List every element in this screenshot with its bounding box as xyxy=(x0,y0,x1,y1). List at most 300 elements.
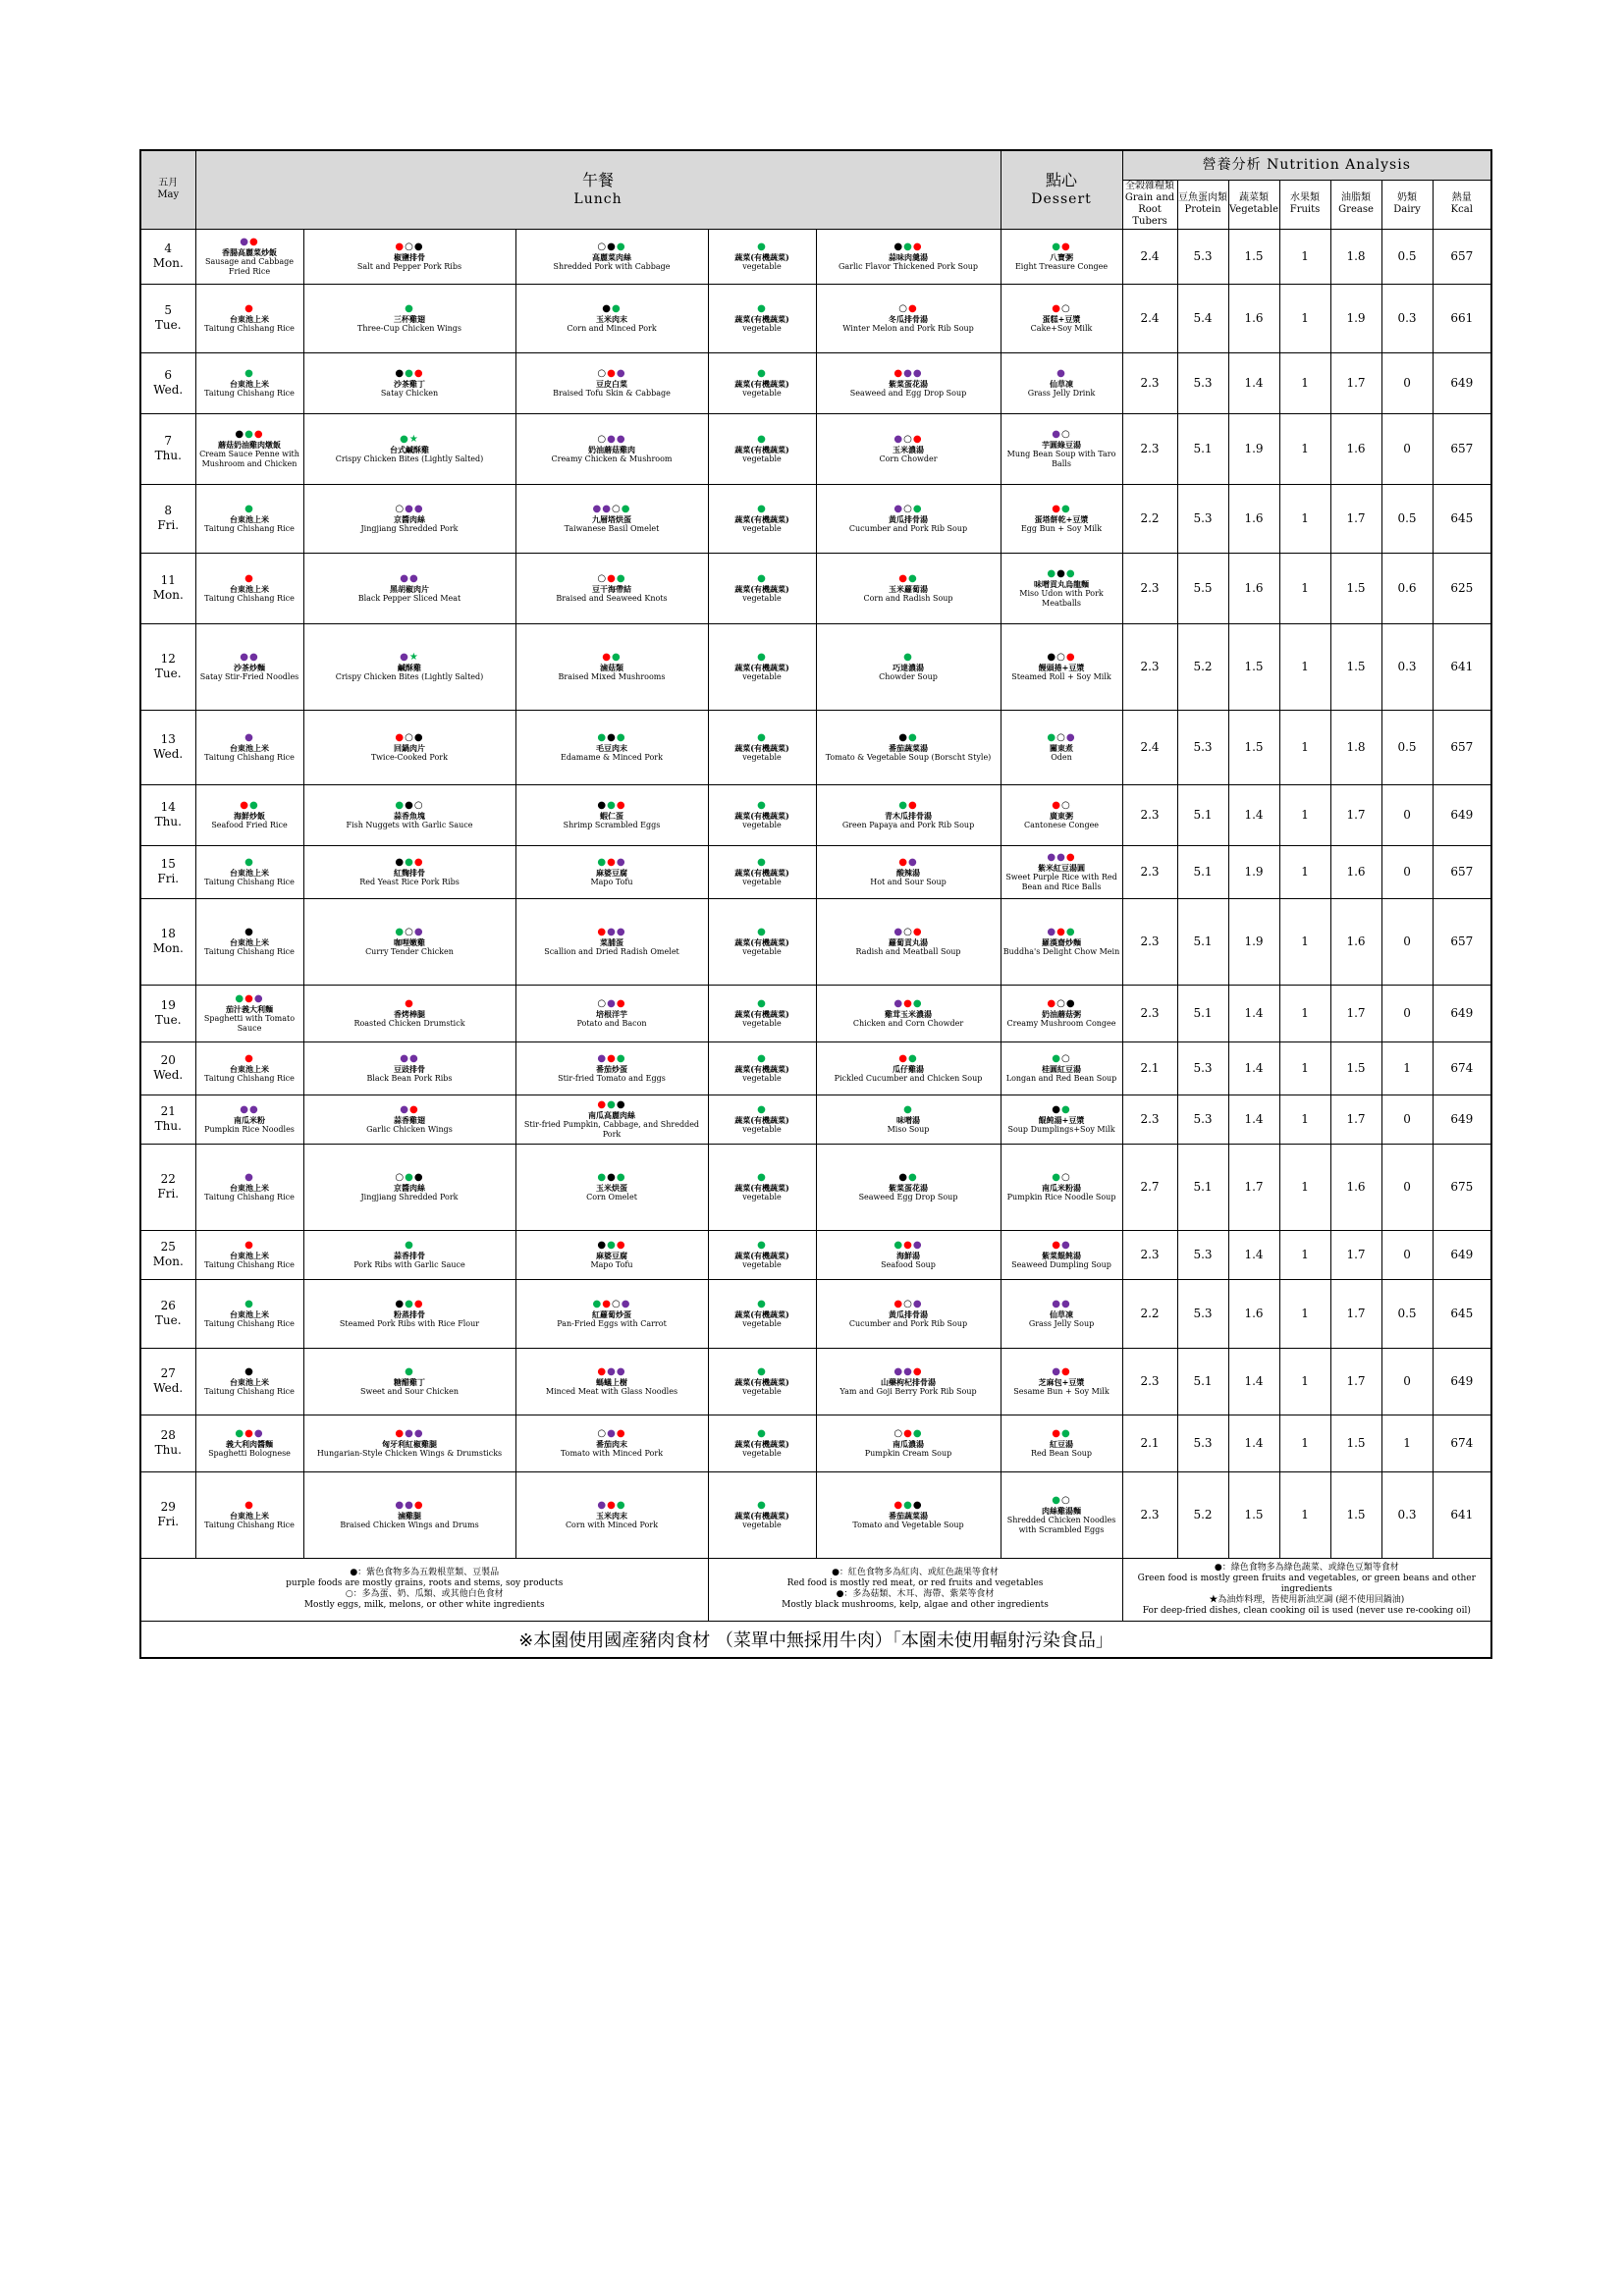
dish-name-zh: 九層塔烘蛋 xyxy=(592,513,631,524)
nutrition-value: 657 xyxy=(1433,898,1491,985)
dish-name-en: Taitung Chishang Rice xyxy=(204,752,295,762)
dish-name-zh: 仙草凍 xyxy=(1050,1308,1074,1319)
dish-name-zh: 巧達濃湯 xyxy=(893,662,925,672)
food-color-dots: ● xyxy=(757,651,767,663)
dish-name-en: Fish Nuggets with Garlic Sauce xyxy=(346,820,473,829)
nutrition-value: 1.4 xyxy=(1228,1230,1279,1279)
food-color-dots: ●○● xyxy=(1047,997,1076,1009)
dish-name-en: Red Bean Soup xyxy=(1030,1448,1093,1458)
dish-name-zh: 味噌湯 xyxy=(896,1114,921,1125)
day-of-week: Fri. xyxy=(157,518,180,532)
dish-name-zh: 饅頭捲+豆漿 xyxy=(1038,662,1085,672)
vegetable-cell xyxy=(708,229,816,284)
nutrition-value: 1 xyxy=(1279,623,1330,710)
dish-name-en: Miso Soup xyxy=(887,1124,930,1134)
food-color-dots: ●● xyxy=(1052,1427,1071,1439)
dish-name-en: Corn Omelet xyxy=(586,1192,637,1201)
food-color-dots: ●●● xyxy=(597,856,626,868)
food-color-dots: ● xyxy=(405,302,414,314)
dish-name-en: Spaghetti with Tomato Sauce xyxy=(203,1013,296,1033)
staple-cell xyxy=(195,898,303,985)
day-number: 8 xyxy=(164,504,173,517)
date-cell xyxy=(140,229,195,284)
date-cell xyxy=(140,1415,195,1471)
side-dish-cell xyxy=(515,784,708,845)
food-color-dots: ● xyxy=(244,1239,254,1251)
dessert-cell xyxy=(1001,623,1122,710)
dish-name-zh: 黑胡椒肉片 xyxy=(390,583,429,594)
nutrition-value: 1 xyxy=(1279,352,1330,413)
nutrition-value: 2.3 xyxy=(1122,413,1177,484)
dish-name-zh: 蔬菜(有機蔬菜) xyxy=(734,1182,789,1193)
day-of-week: Thu. xyxy=(154,1119,182,1133)
legend-purple-en: purple foods are mostly grains, roots and stems, soy products xyxy=(286,1578,564,1588)
nutrition-value: 1.7 xyxy=(1330,784,1381,845)
menu-row xyxy=(140,352,1491,413)
dish-name-zh: 義大利肉醬麵 xyxy=(226,1438,273,1449)
vegetable-cell xyxy=(708,845,816,898)
vegetable-cell xyxy=(708,484,816,553)
dessert-cell xyxy=(1001,784,1122,845)
nutrition-value: 5.1 xyxy=(1177,985,1228,1041)
dish-name-en: Hungarian-Style Chicken Wings & Drumsticks xyxy=(316,1448,503,1458)
nutrition-value: 1.6 xyxy=(1330,898,1381,985)
menu-row xyxy=(140,1471,1491,1558)
food-color-dots: ● xyxy=(405,1365,414,1377)
food-color-dots: ● xyxy=(244,1499,254,1511)
food-color-dots: ●● xyxy=(240,651,259,663)
nutrition-value: 2.3 xyxy=(1122,1348,1177,1415)
day-of-week: Mon. xyxy=(152,1255,184,1268)
soup-cell xyxy=(816,553,1001,623)
dish-name-zh: 南瓜米粉 xyxy=(234,1114,265,1125)
food-color-dots: ●● xyxy=(1052,1103,1071,1115)
nutrition-col-zh: 蔬菜類 xyxy=(1239,192,1270,203)
main-dish-cell xyxy=(303,710,515,784)
menu-row xyxy=(140,1144,1491,1230)
nutrition-value: 1 xyxy=(1279,1230,1330,1279)
food-color-dots: ●●● xyxy=(597,1365,626,1377)
food-color-dots: ● xyxy=(244,1365,254,1377)
vegetable-cell xyxy=(708,1230,816,1279)
nutrition-col-zh: 豆魚蛋肉類 xyxy=(1178,192,1228,203)
menu-row xyxy=(140,710,1491,784)
nutrition-value: 0.3 xyxy=(1381,284,1433,352)
dish-name-zh: 滷雞腿 xyxy=(398,1510,421,1521)
main-dish-cell xyxy=(303,1279,515,1348)
food-color-dots: ●●● xyxy=(1047,567,1076,579)
nutrition-col-header xyxy=(1177,180,1228,229)
nutrition-value: 674 xyxy=(1433,1415,1491,1471)
dish-name-en: vegetable xyxy=(742,1018,782,1028)
vegetable-cell xyxy=(708,1144,816,1230)
nutrition-value: 1.4 xyxy=(1228,1041,1279,1095)
menu-row xyxy=(140,1415,1491,1471)
menu-row xyxy=(140,553,1491,623)
dish-name-en: Taitung Chishang Rice xyxy=(204,388,295,398)
menu-row xyxy=(140,898,1491,985)
dish-name-en: Seaweed Egg Drop Soup xyxy=(858,1192,958,1201)
food-color-dots: ○●● xyxy=(597,433,626,445)
food-color-dots: ○●● xyxy=(597,1427,626,1439)
dish-name-zh: 蔬菜(有機蔬菜) xyxy=(734,378,789,389)
nutrition-value: 5.3 xyxy=(1177,1095,1228,1144)
dessert-cell xyxy=(1001,284,1122,352)
dessert-cell xyxy=(1001,484,1122,553)
nutrition-value: 2.1 xyxy=(1122,1041,1177,1095)
dish-name-zh: 咖哩嫩雞 xyxy=(394,936,425,947)
nutrition-value: 5.1 xyxy=(1177,1348,1228,1415)
food-color-dots: ●●● xyxy=(395,367,424,379)
vegetable-cell xyxy=(708,710,816,784)
soup-cell xyxy=(816,1230,1001,1279)
nutrition-value: 5.3 xyxy=(1177,352,1228,413)
side-dish-cell xyxy=(515,1095,708,1144)
food-color-dots: ●●● xyxy=(893,240,923,252)
dessert-cell xyxy=(1001,898,1122,985)
date-cell xyxy=(140,898,195,985)
food-color-dots: ●○ xyxy=(1052,799,1071,811)
nutrition-value: 1.4 xyxy=(1228,352,1279,413)
dish-name-zh: 蔬菜(有機蔬菜) xyxy=(734,742,789,753)
dish-name-en: Tomato with Minced Pork xyxy=(560,1448,664,1458)
nutrition-value: 0 xyxy=(1381,985,1433,1041)
nutrition-value: 2.3 xyxy=(1122,845,1177,898)
food-color-dots: ● xyxy=(757,997,767,1009)
nutrition-value: 1 xyxy=(1279,784,1330,845)
food-color-dots: ● xyxy=(757,302,767,314)
nutrition-header: 營養分析 Nutrition Analysis xyxy=(1122,150,1491,180)
nutrition-col-header xyxy=(1279,180,1330,229)
dish-name-zh: 羅漢齋炒麵 xyxy=(1042,936,1082,947)
nutrition-value: 649 xyxy=(1433,1348,1491,1415)
nutrition-value: 5.3 xyxy=(1177,1041,1228,1095)
dish-name-zh: 台東池上米 xyxy=(230,867,269,878)
dish-name-en: Mapo Tofu xyxy=(590,877,633,886)
nutrition-value: 1.9 xyxy=(1228,898,1279,985)
nutrition-value: 1 xyxy=(1279,553,1330,623)
food-color-dots: ○●● xyxy=(597,572,626,584)
dish-name-en: Taitung Chishang Rice xyxy=(204,1386,295,1396)
dish-name-zh: 味噌貢丸烏龍麵 xyxy=(1034,578,1090,589)
dessert-cell xyxy=(1001,845,1122,898)
dish-name-zh: 回鍋肉片 xyxy=(394,742,425,753)
nutrition-value: 1 xyxy=(1279,413,1330,484)
date-cell xyxy=(140,710,195,784)
dish-name-zh: 玉米蘿蔔湯 xyxy=(889,583,929,594)
day-of-week: Wed. xyxy=(153,1068,184,1082)
food-color-dots: ● xyxy=(757,856,767,868)
soup-cell xyxy=(816,1041,1001,1095)
dish-name-en: Cake+Soy Milk xyxy=(1030,323,1093,333)
nutrition-value: 5.3 xyxy=(1177,1415,1228,1471)
legend-green-star xyxy=(1122,1558,1491,1621)
soup-cell xyxy=(816,1415,1001,1471)
nutrition-value: 1.6 xyxy=(1228,284,1279,352)
dish-name-zh: 毛豆肉末 xyxy=(596,742,627,753)
dish-name-en: Green Papaya and Pork Rib Soup xyxy=(841,820,975,829)
dish-name-en: Eight Treasure Congee xyxy=(1014,261,1109,271)
dish-name-en: vegetable xyxy=(742,1192,782,1201)
dish-name-zh: 椒鹽排骨 xyxy=(394,251,425,262)
main-dish-cell xyxy=(303,898,515,985)
dish-name-en: vegetable xyxy=(742,752,782,762)
dish-name-zh: 台東池上米 xyxy=(230,742,269,753)
food-color-dots: ●○● xyxy=(893,503,923,514)
nutrition-value: 0.3 xyxy=(1381,1471,1433,1558)
dish-name-en: Shrimp Scrambled Eggs xyxy=(563,820,661,829)
dish-name-zh: 豆豉排骨 xyxy=(394,1063,425,1074)
food-color-dots: ●●● xyxy=(597,1098,626,1110)
day-number: 22 xyxy=(160,1172,176,1186)
food-color-dots: ● xyxy=(903,1103,913,1115)
menu-row xyxy=(140,1230,1491,1279)
vegetable-cell xyxy=(708,1279,816,1348)
food-color-dots: ● xyxy=(757,240,767,252)
food-color-dots: ● xyxy=(757,1499,767,1511)
staple-cell xyxy=(195,1144,303,1230)
nutrition-col-zh: 熱量 xyxy=(1451,192,1472,203)
nutrition-value: 5.5 xyxy=(1177,553,1228,623)
dish-name-en: Cantonese Congee xyxy=(1024,820,1100,829)
nutrition-value: 641 xyxy=(1433,1471,1491,1558)
dish-name-zh: 蔬菜(有機蔬菜) xyxy=(734,1063,789,1074)
dish-name-en: Seafood Fried Rice xyxy=(211,820,288,829)
food-color-dots: ●●○● xyxy=(592,1298,631,1309)
soup-cell xyxy=(816,413,1001,484)
nutrition-value: 2.4 xyxy=(1122,710,1177,784)
nutrition-col-header xyxy=(1122,180,1177,229)
dish-name-en: Sweet Purple Rice with Red Bean and Rice Balls xyxy=(1005,872,1117,891)
dish-name-zh: 南瓜高麗肉絲 xyxy=(588,1109,635,1120)
dish-name-zh: 蔬菜(有機蔬菜) xyxy=(734,444,789,454)
nutrition-value: 649 xyxy=(1433,1230,1491,1279)
nutrition-col-en: Grease xyxy=(1338,204,1374,215)
food-color-dots: ●●● xyxy=(395,1499,424,1511)
food-color-dots: ● xyxy=(244,1171,254,1183)
soup-cell xyxy=(816,1095,1001,1144)
food-color-dots: ● xyxy=(244,731,254,743)
main-dish-cell xyxy=(303,1348,515,1415)
food-color-dots: ● xyxy=(757,731,767,743)
dish-name-zh: 紫米紅豆湯圓 xyxy=(1038,862,1086,873)
nutrition-value: 1 xyxy=(1279,1415,1330,1471)
nutrition-value: 657 xyxy=(1433,229,1491,284)
vegetable-cell xyxy=(708,1471,816,1558)
nutrition-value: 2.3 xyxy=(1122,1471,1177,1558)
menu-row xyxy=(140,845,1491,898)
dish-name-en: Braised and Seaweed Knots xyxy=(556,593,668,603)
dish-name-zh: 台東池上米 xyxy=(230,1510,269,1521)
dish-name-zh: 關東煮 xyxy=(1050,742,1074,753)
nutrition-col-zh: 全榖雜糧類 xyxy=(1125,181,1175,191)
nutrition-value: 2.3 xyxy=(1122,898,1177,985)
nutrition-value: 1.5 xyxy=(1228,1471,1279,1558)
nutrition-value: 2.2 xyxy=(1122,1279,1177,1348)
food-color-dots: ●●● xyxy=(597,1171,626,1183)
food-color-dots: ●●● xyxy=(597,731,626,743)
side-dish-cell xyxy=(515,553,708,623)
food-color-dots: ●○● xyxy=(893,1298,923,1309)
food-color-dots: ●★ xyxy=(400,433,419,445)
main-dish-cell xyxy=(303,1144,515,1230)
main-dish-cell xyxy=(303,1041,515,1095)
vegetable-cell xyxy=(708,1095,816,1144)
soup-cell xyxy=(816,985,1001,1041)
food-color-dots: ● xyxy=(757,1171,767,1183)
staple-cell xyxy=(195,845,303,898)
day-number: 5 xyxy=(164,303,173,317)
side-dish-cell xyxy=(515,352,708,413)
dish-name-en: Corn with Minced Pork xyxy=(565,1520,659,1529)
dish-name-zh: 台東池上米 xyxy=(230,583,269,594)
nutrition-value: 1.6 xyxy=(1330,845,1381,898)
dish-name-zh: 蒜香雞翅 xyxy=(394,1114,425,1125)
food-color-dots: ● xyxy=(757,1103,767,1115)
dish-name-zh: 香烤棒腿 xyxy=(394,1008,425,1019)
dish-name-en: Creamy Mushroom Congee xyxy=(1006,1018,1116,1028)
notice-text: ※本園使用國產豬肉食材 （菜單中無採用牛肉）「本園未使用輻射污染食品」 xyxy=(140,1621,1491,1658)
dish-name-en: Cucumber and Pork Rib Soup xyxy=(848,1318,968,1328)
lunch-en: Lunch xyxy=(573,191,623,208)
food-color-dots: ● xyxy=(405,997,414,1009)
dish-name-en: Curry Tender Chicken xyxy=(365,946,454,956)
dessert-cell xyxy=(1001,413,1122,484)
dish-name-zh: 京醬肉絲 xyxy=(394,513,425,524)
dish-name-en: Scallion and Dried Radish Omelet xyxy=(544,946,679,956)
main-dish-cell xyxy=(303,784,515,845)
nutrition-value: 0 xyxy=(1381,898,1433,985)
legend-purple-zh: ●：紫色食物多為五穀根莖類、豆製品 xyxy=(350,1568,500,1577)
dish-name-zh: 瓜仔雞湯 xyxy=(893,1063,925,1074)
dish-name-en: Three-Cup Chicken Wings xyxy=(356,323,462,333)
day-of-week: Tue. xyxy=(154,1313,182,1327)
nutrition-value: 1 xyxy=(1279,1348,1330,1415)
nutrition-value: 649 xyxy=(1433,352,1491,413)
legend-red-zh: ●：紅色食物多為紅肉、或紅色蔬果等食材 xyxy=(832,1568,999,1577)
dish-name-en: Stir-fried Tomato and Eggs xyxy=(558,1073,666,1083)
dish-name-zh: 酸辣湯 xyxy=(896,867,921,878)
dish-name-en: Mung Bean Soup with Taro Balls xyxy=(1006,449,1116,468)
date-cell xyxy=(140,845,195,898)
staple-cell xyxy=(195,352,303,413)
dish-name-en: Pan-Fried Eggs with Carrot xyxy=(557,1318,667,1328)
day-of-week: Wed. xyxy=(153,383,184,397)
dish-name-zh: 蒜香排骨 xyxy=(394,1250,425,1260)
food-color-dots: ● xyxy=(244,302,254,314)
dish-name-zh: 台東池上米 xyxy=(230,1182,269,1193)
dish-name-en: vegetable xyxy=(742,593,782,603)
dessert-header xyxy=(1001,150,1122,229)
main-dish-cell xyxy=(303,284,515,352)
food-color-dots: ●●● xyxy=(235,428,264,440)
dish-name-en: Black Pepper Sliced Meat xyxy=(357,593,461,603)
main-dish-cell xyxy=(303,1415,515,1471)
nutrition-value: 1.8 xyxy=(1330,229,1381,284)
nutrition-value: 5.1 xyxy=(1177,1144,1228,1230)
nutrition-value: 1.7 xyxy=(1330,1095,1381,1144)
date-cell xyxy=(140,1471,195,1558)
nutrition-value: 1.6 xyxy=(1330,413,1381,484)
nutrition-value: 1.7 xyxy=(1330,1279,1381,1348)
day-number: 7 xyxy=(164,434,173,448)
food-color-dots: ○●● xyxy=(893,1427,923,1439)
staple-cell xyxy=(195,1471,303,1558)
dish-name-zh: 南瓜米粉湯 xyxy=(1042,1182,1082,1193)
dish-name-en: Buddha's Delight Chow Mein xyxy=(1002,946,1120,956)
dish-name-zh: 台東池上米 xyxy=(230,378,269,389)
dish-name-en: Tomato and Vegetable Soup xyxy=(852,1520,964,1529)
menu-row xyxy=(140,413,1491,484)
main-dish-cell xyxy=(303,1471,515,1558)
dish-name-en: Shredded Chicken Noodles with Scrambled Eggs xyxy=(1006,1515,1116,1534)
nutrition-value: 2.3 xyxy=(1122,1095,1177,1144)
side-dish-cell xyxy=(515,985,708,1041)
nutrition-value: 0.5 xyxy=(1381,484,1433,553)
dessert-cell xyxy=(1001,1230,1122,1279)
nutrition-value: 1 xyxy=(1279,1095,1330,1144)
dish-name-en: vegetable xyxy=(742,1386,782,1396)
dish-name-zh: 海鮮炒飯 xyxy=(234,810,265,821)
dessert-cell xyxy=(1001,1095,1122,1144)
dish-name-zh: 紫菜蛋花湯 xyxy=(889,378,929,389)
food-color-dots: ● xyxy=(405,1239,414,1251)
dish-name-en: vegetable xyxy=(742,454,782,463)
dish-name-zh: 番茄肉末 xyxy=(596,1438,627,1449)
nutrition-value: 1 xyxy=(1279,845,1330,898)
dish-name-zh: 山藥枸杞排骨湯 xyxy=(881,1376,937,1387)
date-cell xyxy=(140,623,195,710)
legend-green-en: Green food is mostly green fruits and vegetables, or green beans and other ingredients xyxy=(1137,1573,1476,1594)
vegetable-cell xyxy=(708,623,816,710)
staple-cell xyxy=(195,1230,303,1279)
nutrition-value: 1 xyxy=(1381,1041,1433,1095)
menu-row xyxy=(140,985,1491,1041)
day-number: 26 xyxy=(160,1299,176,1312)
dish-name-en: Pickled Cucumber and Chicken Soup xyxy=(834,1073,983,1083)
nutrition-value: 675 xyxy=(1433,1144,1491,1230)
nutrition-value: 674 xyxy=(1433,1041,1491,1095)
dish-name-zh: 桂圓紅豆湯 xyxy=(1042,1063,1082,1074)
staple-cell xyxy=(195,1415,303,1471)
day-of-week: Mon. xyxy=(152,941,184,955)
food-color-dots: ●○● xyxy=(1047,731,1076,743)
staple-cell xyxy=(195,553,303,623)
food-color-dots: ● xyxy=(757,367,767,379)
dish-name-zh: 廣東粥 xyxy=(1050,810,1074,821)
legend-white-en: Mostly eggs, milk, melons, or other white ingredients xyxy=(303,1600,545,1610)
side-dish-cell xyxy=(515,623,708,710)
nutrition-value: 0 xyxy=(1381,1348,1433,1415)
nutrition-col-en: Protein xyxy=(1184,204,1221,215)
dish-name-zh: 三杯雞翅 xyxy=(394,313,425,324)
nutrition-value: 641 xyxy=(1433,623,1491,710)
nutrition-value: 1.4 xyxy=(1228,784,1279,845)
food-color-dots: ●●● xyxy=(893,997,923,1009)
soup-cell xyxy=(816,1471,1001,1558)
dish-name-zh: 香腸高麗菜炒飯 xyxy=(222,246,277,257)
legend-black-en: Mostly black mushrooms, kelp, algae and other ingredients xyxy=(782,1600,1049,1610)
nutrition-value: 5.3 xyxy=(1177,710,1228,784)
dish-name-en: Satay Chicken xyxy=(380,388,439,398)
staple-cell xyxy=(195,784,303,845)
nutrition-value: 1 xyxy=(1279,710,1330,784)
nutrition-value: 2.7 xyxy=(1122,1144,1177,1230)
food-color-dots: ●● xyxy=(1052,503,1071,514)
side-dish-cell xyxy=(515,1041,708,1095)
dish-name-zh: 玉米濃湯 xyxy=(893,444,925,454)
menu-row xyxy=(140,1095,1491,1144)
